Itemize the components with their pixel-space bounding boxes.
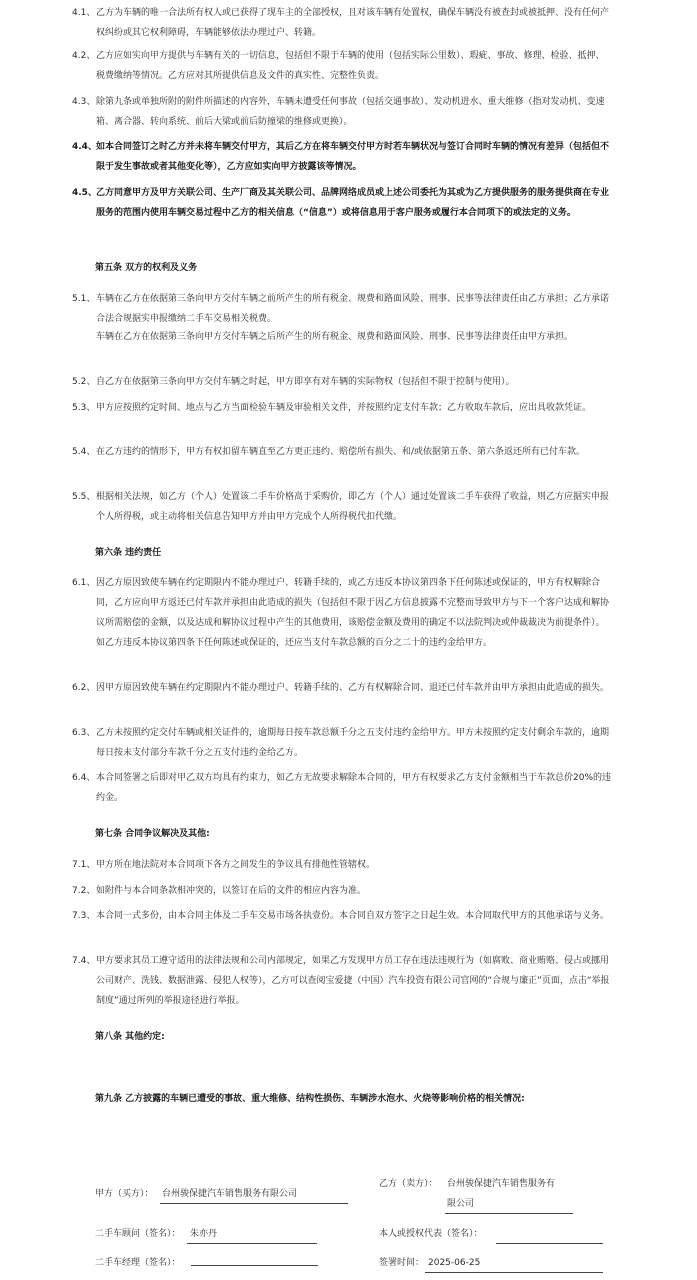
clause-7-3 (72, 906, 612, 926)
clause-text: 如附件与本合同条款相冲突的，以签订在后的文件的相应内容为准。 (96, 886, 367, 896)
clause-number: 7.2、 (72, 886, 96, 896)
clause-text: 车辆在乙方在依据第三条向甲方交付车辆之后所产生的所有税金、规费和路面风险、刑事、民事等法律责任由甲方承担。 (96, 332, 574, 342)
clause-text: 乙方同意甲方及甲方关联公司、生产厂商及其关联公司、品牌网络成员或上述公司委托为其或为乙方提供服务的服务提供商在专业服务的范围内使用车辆交易过程中乙方的相关信息（“信息”）或将信息用于客户服务或履行本合同项下的或法定的义务。 (96, 188, 610, 218)
authorized-line (496, 1243, 603, 1244)
clause-number: 6.4、 (72, 773, 96, 783)
clause-5-4 (72, 442, 612, 462)
clause-5-5 (72, 487, 612, 527)
consultant-label: 二手车顾问（签名）： (95, 1229, 181, 1239)
clause-5-2 (72, 372, 612, 392)
clause-text: 乙方未按照约定交付车辆或相关证件的，逾期每日按车款总额千分之五支付违约金给甲方。甲方未按照约定支付剩余车款的，逾期每日按未支付部分车款千分之五支付违约金给乙方。 (96, 728, 610, 758)
clause-number: 5.1、 (72, 294, 96, 304)
clause-text: 甲方所在地法院对本合同项下各方之间发生的争议具有排他性管辖权。 (96, 860, 376, 870)
clause-number: 6.3、 (72, 728, 96, 738)
clause-text: 乙方应如实向甲方提供与车辆有关的一切信息，包括但不限于车辆的使用（包括实际公里数）、瑕疵、事故、修理、检验、抵押、税费缴纳等情况。乙方应对其所提供信息及文件的真实性、完整性负责。 (96, 51, 605, 81)
clause-number: 5.5、 (72, 492, 96, 502)
clause-text: 因乙方原因致使车辆在约定期限内不能办理过户、转籍手续的，或乙方违反本协议第四条下任何陈述或保证的，甲方有权解除合同，乙方应向甲方返还已付车款并承担由此造成的损失（包括但不限于因乙方信息披露不完整而导致甲方与下一个客户达成和解协议所需赔偿的金额，以及达成和解协议过程中产生的其他费用，该赔偿金额及费用的确定不以法院判决或仲裁裁决为前提条件）。如乙方违反本协议第四条下任何陈述或保证的，还应当支付车款总额的百分之二十的违约金给甲方。 (96, 578, 610, 648)
date-label: 签署时间： (379, 1258, 425, 1268)
section-9-title: 第九条 乙方披露的车辆已遭受的事故、重大维修、结构性损伤、车辆涉水泡水、火烧等影响价格的相关情况: (95, 1094, 525, 1104)
clause-text: 除第九条或单独所附的附件所描述的内容外，车辆未遭受任何事故（包括交通事故）、发动机进水、重大维修（指对发动机、变速箱、离合器、转向系统、前后大梁或前后防撞梁的维修或更换）。 (96, 97, 605, 127)
seller-label: 乙方（卖方）： (379, 1179, 438, 1189)
clause-text: 车辆在乙方在依据第三条向甲方交付车辆之前所产生的所有税金、规费和路面风险、刑事、民事等法律责任由乙方承担；乙方承诺合法合规据实申报缴纳二手车交易相关税费。 (96, 294, 610, 324)
clause-5-1-continued (72, 327, 612, 347)
clause-text: 因甲方原因致使车辆在约定期限内不能办理过户、转籍手续的、乙方有权解除合同、退还已付车款并由甲方承担由此造成的损失。 (96, 683, 610, 693)
manager-line (191, 1265, 318, 1266)
clause-6-4 (72, 768, 612, 808)
buyer-value: 台州骏保捷汽车销售服务有限公司 (162, 1189, 298, 1199)
clause-4-3 (72, 92, 612, 132)
date-line (425, 1272, 603, 1273)
clause-text: 甲方要求其员工遵守适用的法律法规和公司内部规定，如果乙方发现甲方员工存在违法违规行为（如腐败、商业贿赂、侵占或挪用公司财产、洗钱、数据泄露、侵犯人权等），乙方可以查阅宝爱捷（中国）汽车投资有限公司官网的“合规与廉正”页面，点击“举报制度”通过所列的举报途径进行举报。 (96, 956, 610, 1006)
clause-number: 4.1、 (72, 8, 96, 18)
clause-4-1 (72, 3, 612, 43)
clause-4-4 (72, 137, 612, 177)
clause-text: 本合同一式多份，由本合同主体及二手车交易市场各执壹份。本合同自双方签字之日起生效。本合同取代甲方的其他承诺与义务。 (96, 911, 610, 921)
authorized-label: 本人或授权代表（签名）： (379, 1229, 483, 1239)
clause-4-5 (72, 183, 612, 223)
clause-text: 根据相关法规，如乙方（个人）处置该二手车价格高于采购价，即乙方（个人）通过处置该二手车获得了收益，则乙方应据实申报个人所得税，或主动将相关信息告知甲方并由甲方完成个人所得税代扣代缴。 (96, 492, 610, 522)
clause-number: 7.1、 (72, 860, 96, 870)
clause-6-3 (72, 723, 612, 763)
clause-7-4 (72, 951, 612, 1011)
clause-number: 5.4、 (72, 447, 96, 457)
consultant-line (187, 1243, 317, 1244)
clause-5-1 (72, 289, 612, 329)
clause-6-1 (72, 573, 612, 653)
clause-7-2 (72, 881, 612, 901)
clause-text: 甲方应按照约定时间、地点与乙方当面检验车辆及审验相关文件，并按照约定支付车款；乙方收取车款后，应出具收款凭证。 (96, 403, 592, 413)
clause-number: 4.5、 (72, 188, 97, 198)
clause-4-2 (72, 46, 612, 86)
clause-number: 4.2、 (72, 51, 96, 61)
section-5-title: 第五条 双方的权利及义务 (95, 263, 198, 273)
buyer-line (160, 1203, 348, 1204)
clause-text: 乙方为车辆的唯一合法所有权人或已获得了现车主的全部授权，且对该车辆有处置权，确保车辆没有被查封或被抵押、没有任何产权纠纷或其它权利障碍，车辆能够依法办理过户、转籍。 (96, 8, 610, 38)
clause-number: 6.1、 (72, 578, 96, 588)
clause-text: 在乙方违约的情形下，甲方有权扣留车辆直至乙方更正违约、赔偿所有损失、和/或依据第五条、第六条返还所有已付车款。 (96, 447, 586, 457)
manager-label: 二手车经理（签名）： (95, 1258, 181, 1268)
seller-value-line2: 限公司 (447, 1199, 475, 1209)
clause-number: 5.2、 (72, 377, 96, 387)
clause-number: 6.2、 (72, 683, 96, 693)
clause-number: 7.3、 (72, 911, 96, 921)
clause-6-2 (72, 678, 612, 698)
clause-text: 自乙方在依据第三条向甲方交付车辆之时起，甲方即享有对车辆的实际物权（包括但不限于控制与使用）。 (96, 377, 515, 387)
clause-5-3 (72, 398, 612, 418)
buyer-label: 甲方（买方）： (95, 1189, 154, 1199)
seller-value-line1: 台州骏保捷汽车销售服务有 (447, 1179, 556, 1189)
section-8-title: 第八条 其他约定: (95, 1032, 165, 1042)
seller-line (445, 1213, 573, 1214)
clause-number: 4.4、 (72, 142, 97, 152)
clause-7-1 (72, 855, 612, 875)
section-7-title: 第七条 合同争议解决及其他: (95, 829, 210, 839)
date-value: 2025-06-25 (428, 1258, 481, 1268)
section-6-title: 第六条 违约责任 (95, 548, 162, 558)
clause-number: 4.3、 (72, 97, 96, 107)
consultant-value: 朱亦丹 (190, 1229, 218, 1239)
clause-number: 7.4、 (72, 956, 96, 966)
clause-text: 本合同签署之后即对甲乙双方均具有约束力，如乙方无故要求解除本合同的，甲方有权要求乙方支付金额相当于车款总价20%的违约金。 (96, 773, 612, 803)
clause-number: 5.3、 (72, 403, 96, 413)
clause-text: 如本合同签订之时乙方并未将车辆交付甲方，其后乙方在将车辆交付甲方时若车辆状况与签订合同时车辆的情况有差异（包括但不限于发生事故或者其他变化等），乙方应如实向甲方披露该等情况。 (96, 142, 610, 172)
